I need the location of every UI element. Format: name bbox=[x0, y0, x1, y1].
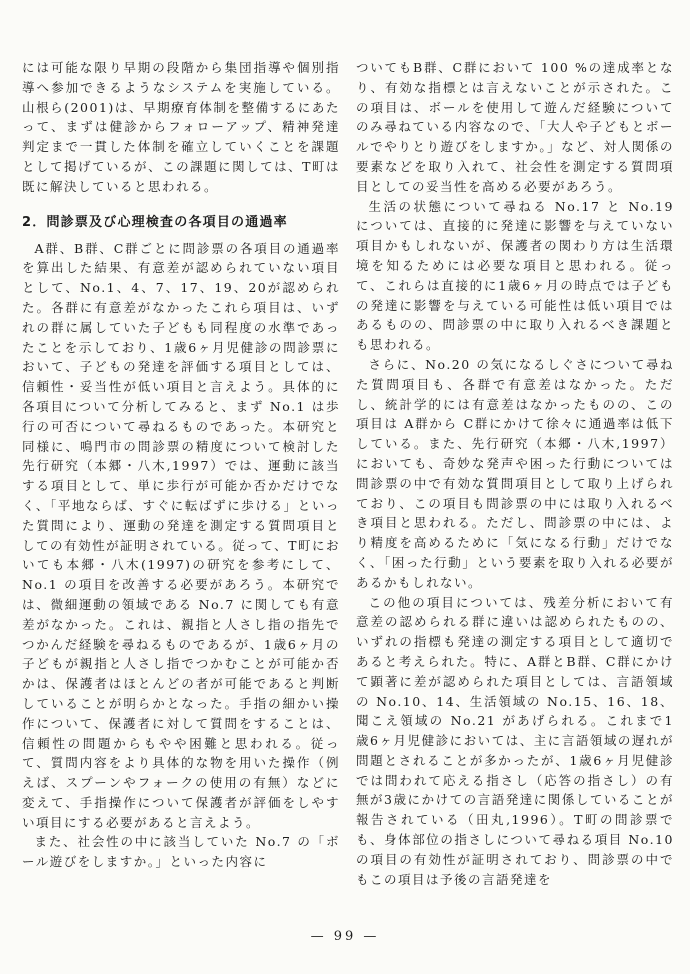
paragraph: には可能な限り早期の段階から集団指導や個別指導へ参加できるようなシステムを実施している。山根ら(2001)は、早期療育体制を整備するにあたって、まずは健診からフォローアップ、精神発達判定まで一貫した体制を確立していくことを課題として掲げているが、この課題に関しては、T町は既に解決していると思われる。 bbox=[22, 60, 340, 194]
paragraph: A群、B群、C群ごとに問診票の各項目の通過率を算出した結果、有意差が認められていない項目として、No.1、4、7、17、19、20が認められた。各群に有意差がなかったこれら項目は、いずれの群に属していた子どもも同程度の水準であったことを示しており、1歳6ヶ月児健診の問診票において、子どもの発達を評価する項目としては、信頼性・妥当性が低い項目と言えよう。具体的に各項目について分析してみると、まず No.1 は歩行の可否について尋ねるものであった。本研究と同様に、鳴門市の問診票の精度について検討した先行研究（本郷・八木,1997）では、運動に該当する項目として、単に歩行が可能か否かだけでなく、「平地ならば、すぐに転ばずに歩ける」といった質問により、運動の発達を測定する質問項目としての有効性が証明されている。従って、T町においても本郷・八木(1997)の研究を参考にして、No.1 の項目を改善する必要があろう。本研究では、微細運動の領域である No.7 に関しても有意差がなかった。これは、親指と人さし指の指先でつかんだ経験を尋ねるものであるが、1歳6ヶ月の子どもが親指と人さし指でつかむことが可能か否かは、保護者はほとんどの者が可能であると判断していることが明らかとなった。手指の細かい操作について、保護者に対して質問をすることは、信頼性の問題からもやや困難と思われる。従って、質問内容をより具体的な物を用いた操作（例えば、スプーンやフォークの使用の有無）などに変えて、手指操作について保護者が評価をしやすい項目にする必要があると言えよう。 bbox=[22, 240, 340, 830]
two-column-layout bbox=[22, 58, 674, 889]
paragraph: また、社会性の中に該当していた No.7 の「ボール遊びをしますか。」といった内容に bbox=[22, 834, 340, 870]
right-column bbox=[356, 58, 674, 889]
page-number: — 99 — bbox=[310, 929, 380, 944]
paragraph: さらに、No.20 の気になるしぐさについて尋ねた質問項目も、各群で有意差はなかった。ただし、統計学的には有意差はなかったものの、この項目は A群から C群にかけて徐々に通過率は低下している。また、先行研究（本郷・八木,1997）においても、奇妙な発声や困った行動については問診票の中で有効な質問項目として取り上げられており、この項目も問診票の中には取り入れるべき項目と思われる。ただし、問診票の中には、より精度を高めるために「気になる行動」だけでなく、「困った行動」という要素を取り入れる必要があるかもしれない。 bbox=[356, 356, 674, 590]
paragraph: この他の項目については、残差分析において有意差の認められる群に違いは認められたものの、いずれの指標も発達の測定する項目として適切であると考えられた。特に、A群とB群、C群にかけて顕著に差が認められた項目としては、言語領域の No.10、14、生活領域の No.15、16、18、聞こえ領域の No.21 があげられる。これまで1歳6ヶ月児健診においては、主に言語領域の遅れが問題とされることが多かったが、1歳6ヶ月児健診では問われて応える指さし（応答の指さし）の有無が3歳にかけての言語発達に関係していることが報告されている（田丸,1996）。T町の問診票でも、身体部位の指さしについて尋ねる項目 No.10 の項目の有効性が証明されており、問診票の中でもこの項目は予後の言語発達を bbox=[356, 594, 674, 887]
paragraph: 生活の状態について尋ねる No.17 と No.19 については、直接的に発達に影響を与えていない項目かもしれないが、保護者の関わり方は生活環境を知るためには必要な項目と思われる。従って、これらは直接的に1歳6ヶ月の時点では子どもの発達に影響を与えている可能性は低い項目ではあるものの、問診票の中に取り入れるべき課題とも思われる。 bbox=[356, 198, 674, 353]
left-column bbox=[22, 58, 340, 889]
paragraph: ついてもB群、C群において 100 %の達成率となり、有効な指標とは言えないことが示された。この項目は、ボールを使用して遊んだ経験についてのみ尋ねている内容なので、「大人や子どもとボールでやりとり遊びをしますか。」など、対人関係の要素などを取り入れて、社会性を測定する質問項目としての妥当性を高める必要があろう。 bbox=[356, 60, 674, 194]
section-heading: 2．問診票及び心理検査の各項目の通過率 bbox=[22, 214, 288, 230]
